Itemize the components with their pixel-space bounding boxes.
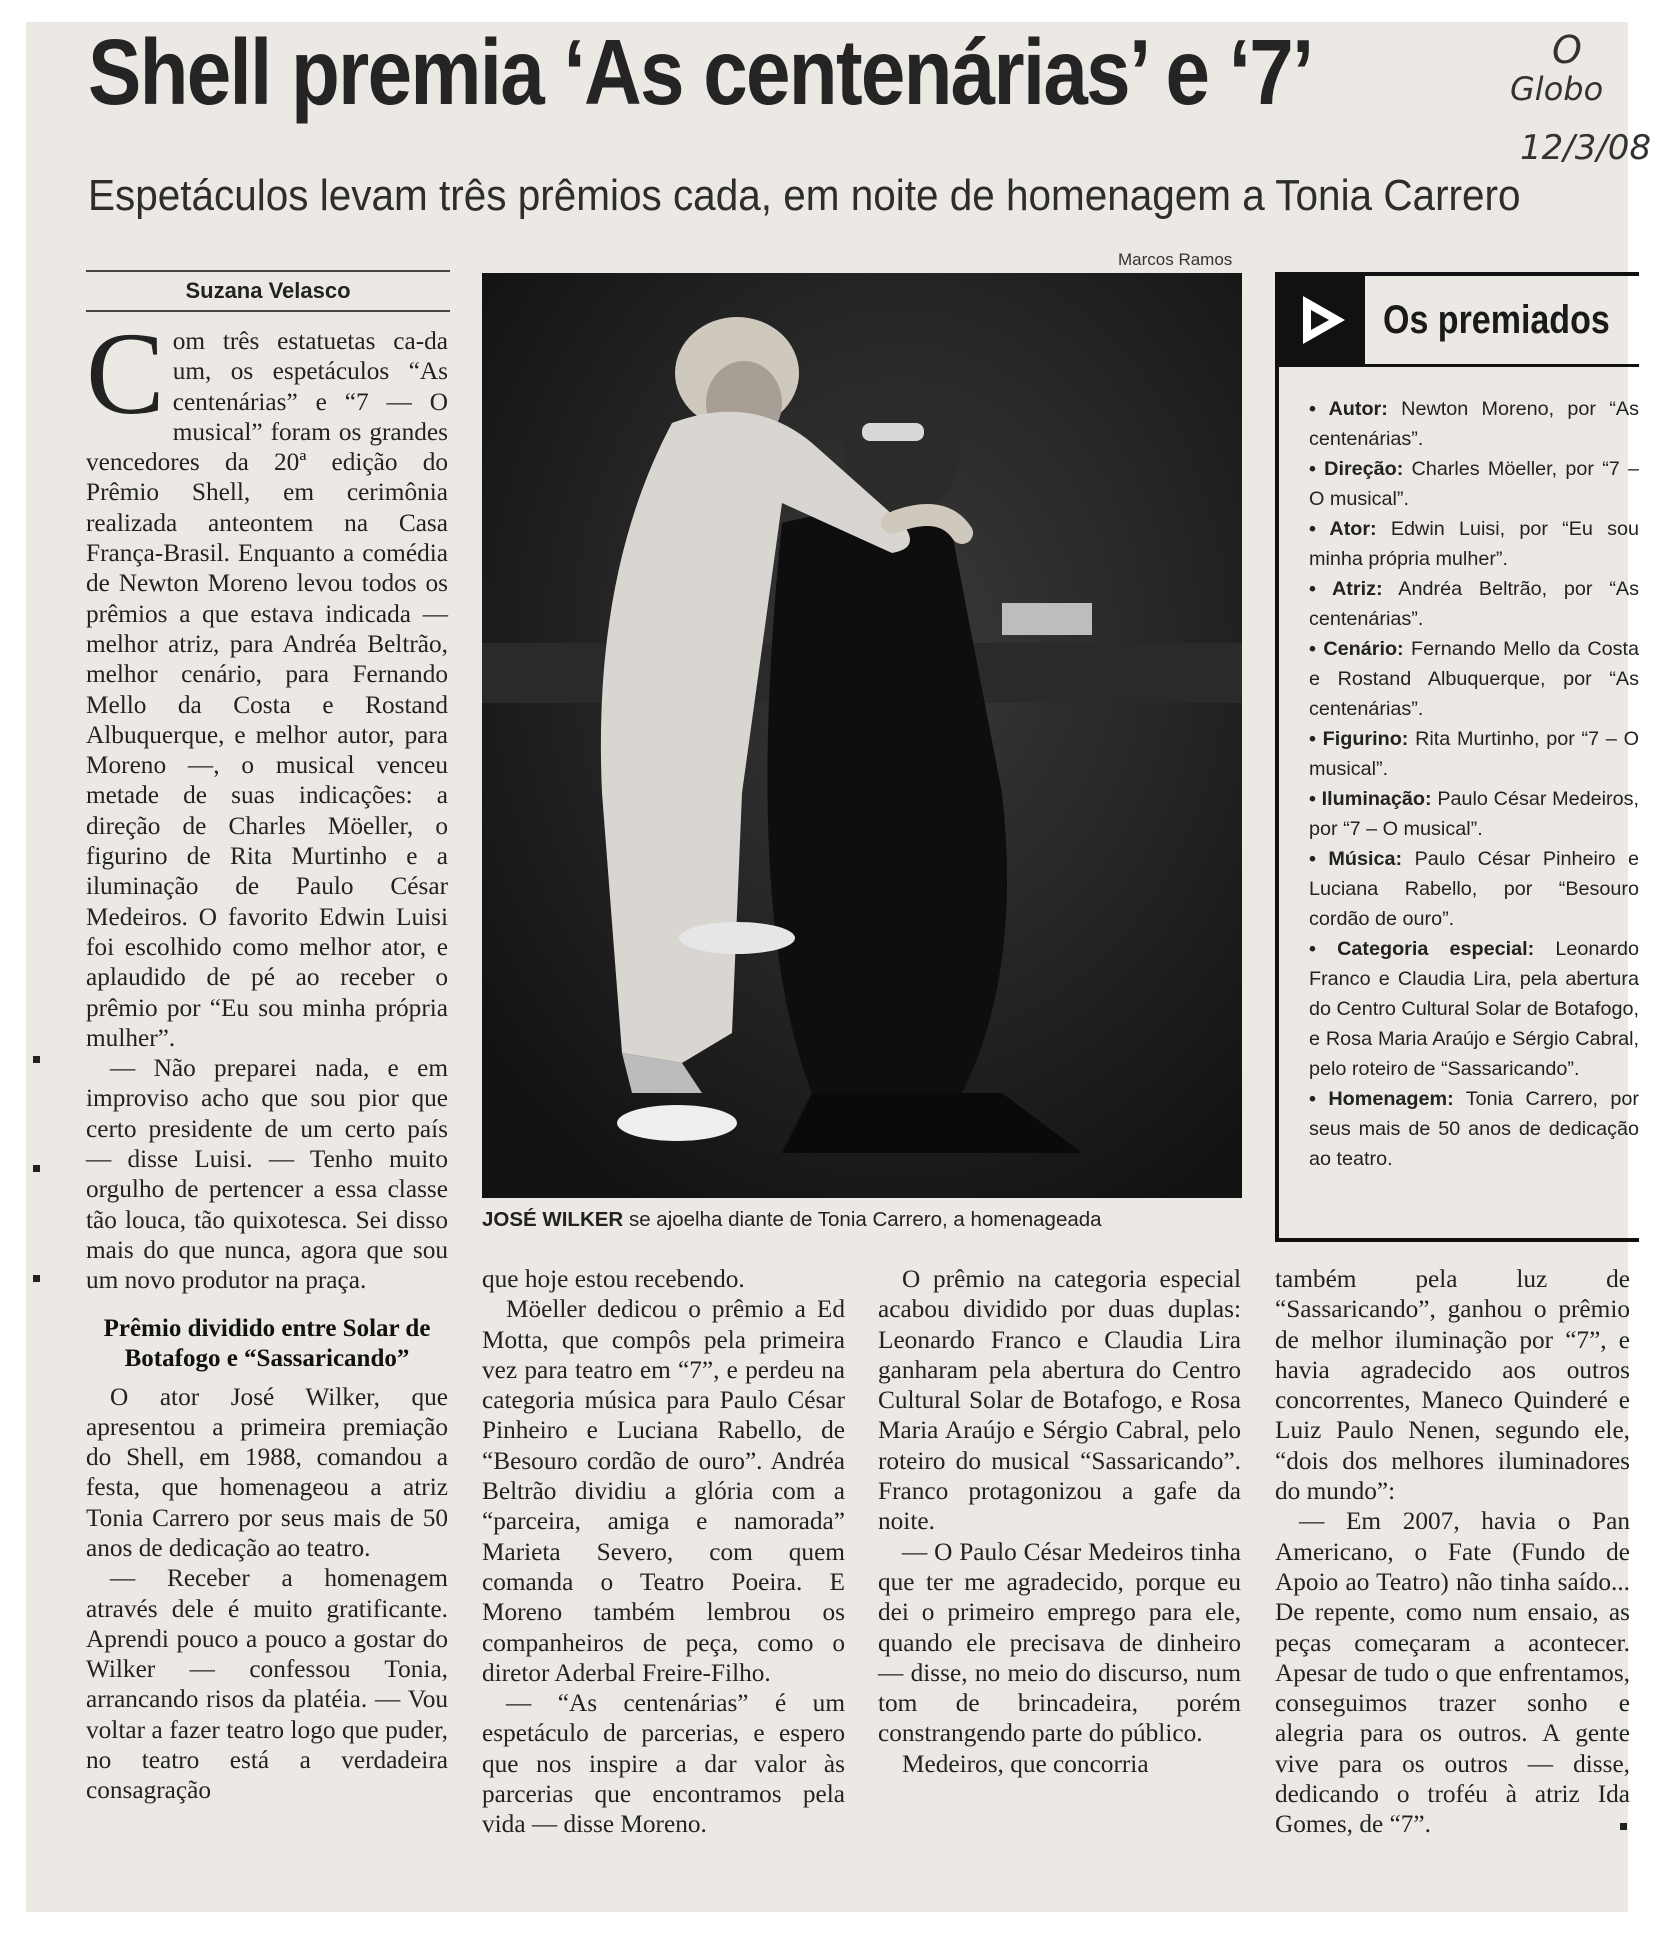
paragraph: — Receber a homenagem através dele é muito gratificante. Aprendi pouco a pouco a gostar do Wilker — confessou Tonia, arrancando risos da platéia. — Vou voltar a fazer teatro logo que puder, no teatro está a verdadeira consagração [86,1564,448,1805]
award-label: Cenário: [1323,638,1404,660]
bullet-icon: • [1309,938,1338,960]
award-text: Andréa Beltrão, por “As centenárias”. [1309,578,1639,630]
paragraph: — O Paulo César Medeiros tinha que ter me agradecido, porque eu dei o primeiro emprego para ele, quando ele precisava de dinheiro — disse, no meio do discurso, num tom de brincadeira, porém constrangendo parte do público. [878,1537,1241,1748]
paragraph: também pela luz de “Sassaricando”, ganhou o prêmio de melhor iluminação por “7”, e havia agradecido aos outros concorrentes, Maneco Quinderé e Luiz Paulo Nenen, segundo ele, “dois dos melhores iluminadores do mundo”: [1275,1265,1630,1506]
article-column-3 [878,1264,1241,1779]
byline: Suzana Velasco [185,278,351,303]
bullet-icon: • [1309,638,1324,660]
award-item [1309,634,1639,724]
award-label: Homenagem: [1328,1088,1454,1110]
award-item [1309,724,1639,784]
paragraph: — Em 2007, havia o Pan Americano, o Fate (Fundo de Apoio ao Teatro) não tinha saído... De repente, como num ensaio, as peças começaram a acontecer. Apesar de tudo o que enfrentamos, conseguimos trazer sonho e alegria para os outros. A gente vive para os outros — disse, dedicando o troféu à atriz Ida Gomes, de “7”. [1275,1507,1630,1839]
award-text: Tonia Carrero, por seus mais de 50 anos de dedicação ao teatro. [1309,1088,1640,1170]
photo-illustration [482,273,1242,1198]
drop-cap: C [86,308,165,439]
byline-rule [86,270,450,312]
bullet-icon: • [1309,518,1330,540]
award-label: Autor: [1328,398,1388,420]
lead-paragraph [86,308,448,1053]
sidebar-title: Os premiados [1383,298,1610,342]
caption-text: se ajoelha diante de Tonia Carrero, a homenageada [623,1208,1102,1231]
paragraph: Medeiros, que concorria [902,1749,1149,1778]
photo [482,273,1242,1198]
award-label: Direção: [1324,458,1404,480]
handnote-line2: Globo [1510,70,1604,108]
award-text: Edwin Luisi, por “Eu sou minha própria mulher”. [1309,518,1639,570]
award-item [1309,1084,1639,1174]
article-column-1 [86,308,448,1806]
caption-name: JOSÉ WILKER [482,1208,624,1231]
subheadline: Espetáculos levam três prêmios cada, em noite de homenagem a Tonia Carrero [88,171,1521,220]
bullet-icon: • [1309,1088,1329,1110]
sidebar-header [1279,276,1639,367]
paragraph: — Não preparei nada, e em improviso acho que sou pior que certo presidente de um certo país — disse Luisi. — Tenho muito orgulho de pertencer a essa classe tão louca, tão quixotesca. Sei disso mais do que nunca, agora que sou um novo produtor na praça. [86,1054,448,1295]
award-label: Categoria especial: [1337,938,1535,960]
award-text: Fernando Mello da Costa e Rostand Albuquerque, por “As centenárias”. [1309,638,1639,720]
award-item [1309,934,1639,1084]
awards-list [1309,394,1639,1174]
photo-caption [482,1208,1102,1232]
paragraph: O ator José Wilker, que apresentou a primeira premiação do Shell, em 1988, comandou a festa, que homenageou a atriz Tonia Carrero por seus mais de 50 anos de dedicação ao teatro. [86,1382,448,1562]
end-mark [1620,1823,1627,1830]
bullet-icon: • [1309,788,1322,810]
award-item [1309,514,1639,574]
margin-mark [33,1165,40,1172]
article-column-4 [1275,1264,1630,1840]
bullet-icon: • [1309,848,1329,870]
award-label: Música: [1328,848,1403,870]
photo-credit: Marcos Ramos [1118,250,1233,269]
headline: Shell premia ‘As centenárias’ e ‘7’ [88,20,1313,124]
bullet-icon: • [1309,578,1333,600]
award-item [1309,574,1639,634]
award-label: Figurino: [1322,728,1409,750]
handnote-line3: 12/3/08 [1520,128,1652,168]
award-text: Newton Moreno, por “As centenárias”. [1309,398,1640,450]
section-subhead: Prêmio dividido entre Solar de Botafogo e “Sassaricando” [103,1314,431,1372]
paragraph: que hoje estou recebendo. [482,1265,745,1293]
award-text: Leonardo Franco e Claudia Lira, pela abertura do Centro Cultural Solar de Botafogo, e Rosa Maria Araújo e Sérgio Cabral, pelo roteiro de “Sassaricando”. [1309,938,1640,1080]
bullet-icon: • [1309,458,1325,480]
award-item [1309,844,1639,934]
bullet-icon: • [1309,398,1329,420]
award-item [1309,784,1639,844]
award-text: Paulo César Pinheiro e Luciana Rabello, por “Besouro cordão de ouro”. [1309,848,1639,930]
award-label: Iluminação: [1321,788,1432,810]
bullet-icon: • [1309,728,1323,750]
paragraph: O prêmio na categoria especial acabou dividido por duas duplas: Leonardo Franco e Claudia Lira ganharam pela abertura do Centro Cultural Solar de Botafogo, e Rosa Maria Araújo e Sérgio Cabral, pelo roteiro do musical “Sassaricando”. Franco protagonizou a gafe da noite. [878,1265,1241,1536]
lead-text: om três estatuetas ca-da um, os espetáculos “As centenárias” e “7 — O musical” foram os grandes vencedores da 20ª edição do Prêmio Shell, em cerimônia realizada anteontem na Casa França-Brasil. Enquanto a comédia de Newton Moreno levou todos os prêmios a que estava indicada — melhor atriz, para Andréa Beltrão, melhor cenário, para Fernando Mello da Costa e Rostand Albuquerque, e melhor autor, para Moreno —, o musical venceu metade de suas indicações: a direção de Charles Möeller, o figurino de Rita Murtinho e a iluminação de Paulo César Medeiros. O favorito Edwin Luisi foi escolhido como melhor ator, e aplaudido de pé ao receber o prêmio por “Eu sou minha própria mulher”. [86,327,448,1052]
paragraph: — “As centenárias” é um espetáculo de parcerias, e espero que nos inspire a dar valor às parcerias que encontramos pela vida — disse Moreno. [482,1689,845,1839]
award-item [1309,454,1639,514]
paragraph: Möeller dedicou o prêmio a Ed Motta, que compôs pela primeira vez para teatro em “7”, e perdeu na categoria música para Paulo César Pinheiro e Luciana Rabello, de “Besouro cordão de ouro”. Andréa Beltrão dividiu a glória com a “parceira, amiga e namorada” Marieta Severo, com quem comanda o Teatro Poeira. E Moreno também lembrou os companheiros de peça, como o diretor Aderbal Freire-Filho. [482,1295,845,1687]
awards-sidebar [1275,272,1639,1242]
margin-mark [33,1056,40,1063]
article-column-2 [482,1264,845,1840]
play-arrow-icon [1279,276,1365,364]
award-label: Atriz: [1332,578,1383,600]
award-text: Paulo César Medeiros, por “7 – O musical”. [1309,788,1640,840]
award-text: Charles Möeller, por “7 – O musical”. [1309,458,1640,510]
award-label: Ator: [1329,518,1377,540]
award-text: Rita Murtinho, por “7 – O musical”. [1309,728,1639,780]
margin-mark [33,1275,40,1282]
award-item [1309,394,1639,454]
handnote-line1: O [1552,28,1582,72]
